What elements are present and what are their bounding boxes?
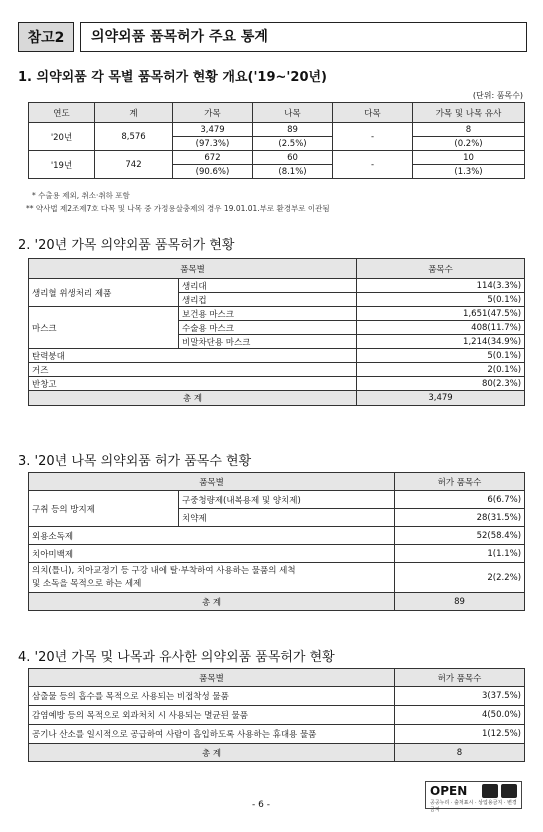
total-row: [29, 593, 525, 611]
value-cell: 10: [413, 151, 525, 165]
total-cell: 8,576: [95, 123, 173, 151]
attribution-icon: [482, 784, 498, 798]
item-value: 3(37.5%): [395, 687, 525, 706]
item-value: 28(31.5%): [395, 509, 525, 527]
total-label: 총 계: [29, 744, 395, 762]
appendix-badge: 참고2: [18, 22, 74, 52]
item-label: 거즈: [29, 363, 357, 377]
open-license-logo: [425, 781, 522, 813]
value-cell: -: [333, 123, 413, 151]
item-label: 치아미백제: [29, 545, 395, 563]
item-label: 수술용 마스크: [179, 321, 357, 335]
col-header: 품목별: [29, 669, 395, 687]
total-cell: 742: [95, 151, 173, 179]
total-row: [29, 391, 525, 406]
item-label: 생리대: [179, 279, 357, 293]
item-value: 2(0.1%): [357, 363, 525, 377]
group-label: 생리혈 위생처리 제품: [29, 279, 179, 307]
total-row: [29, 744, 525, 762]
item-value: 80(2.3%): [357, 377, 525, 391]
percent-cell: (1.3%): [413, 165, 525, 179]
item-label: 외용소독제: [29, 527, 395, 545]
item-value: 408(11.7%): [357, 321, 525, 335]
item-label: 감염예방 등의 목적으로 외과처치 시 사용되는 멸균된 물품: [29, 706, 395, 725]
item-label: 공기나 산소를 일시적으로 공급하여 사람이 흡입하도록 사용하는 휴대용 물품: [29, 725, 395, 744]
item-label: 보건용 마스크: [179, 307, 357, 321]
percent-cell: (2.5%): [253, 137, 333, 151]
item-label: 치약제: [179, 509, 395, 527]
similar-products-table: [28, 668, 525, 762]
total-label: 총 계: [29, 593, 395, 611]
item-value: 1(12.5%): [395, 725, 525, 744]
item-value: 5(0.1%): [357, 293, 525, 307]
item-label: 생리컵: [179, 293, 357, 307]
item-label: 구중청량제(내복용제 및 양치제): [179, 491, 395, 509]
table-row: [29, 527, 525, 545]
table-row: [29, 491, 525, 509]
section-2-heading: 2. '20년 가목 의약외품 품목허가 현황: [18, 238, 235, 253]
table-row: [29, 123, 525, 137]
category-na-table: [28, 472, 525, 611]
value-cell: 89: [253, 123, 333, 137]
unit-label: (단위: 품목수): [472, 91, 523, 100]
table-row: [29, 279, 525, 293]
item-value: 2(2.2%): [395, 563, 525, 593]
col-header: 연도: [29, 103, 95, 123]
page-title: 의약외품 품목허가 주요 통계: [80, 22, 527, 52]
item-label: 비말차단용 마스크: [179, 335, 357, 349]
table-row: [29, 545, 525, 563]
item-value: 114(3.3%): [357, 279, 525, 293]
col-header: 품목별: [29, 259, 357, 279]
table-header-row: [29, 103, 525, 123]
item-value: 1,651(47.5%): [357, 307, 525, 321]
item-value: 1(1.1%): [395, 545, 525, 563]
value-cell: 672: [173, 151, 253, 165]
table-row: [29, 706, 525, 725]
col-header: 품목수: [357, 259, 525, 279]
category-ga-table: [28, 258, 525, 406]
col-header: 다목: [333, 103, 413, 123]
col-header: 나목: [253, 103, 333, 123]
total-value: 8: [395, 744, 525, 762]
col-header: 가목 및 나목 유사: [413, 103, 525, 123]
value-cell: 60: [253, 151, 333, 165]
total-label: 총 계: [29, 391, 357, 406]
item-value: 5(0.1%): [357, 349, 525, 363]
item-label: [29, 563, 395, 593]
footnote: ** 약사법 제2조제7호 다목 및 나목 중 가정용살충제의 경우 19.01.01.부로 환경부로 이관됨: [26, 204, 330, 213]
year-cell: '19년: [29, 151, 95, 179]
value-cell: -: [333, 151, 413, 179]
logo-subtext: 공공누리 · 출처표시 · 상업용금지 · 변경금지: [430, 800, 517, 813]
item-value: 6(6.7%): [395, 491, 525, 509]
table-row: [29, 151, 525, 165]
table-row: [29, 725, 525, 744]
logo-text: OPEN: [430, 784, 468, 798]
item-label-line: 및 소독을 목적으로 하는 세제: [32, 578, 142, 589]
value-cell: 8: [413, 123, 525, 137]
percent-cell: (97.3%): [173, 137, 253, 151]
year-cell: '20년: [29, 123, 95, 151]
table-row: [29, 307, 525, 321]
table-row: [29, 563, 525, 593]
group-label: 구취 등의 방지제: [29, 491, 179, 527]
page-number: - 6 -: [252, 800, 270, 810]
item-value: 52(58.4%): [395, 527, 525, 545]
section-4-heading: 4. '20년 가목 및 나목과 유사한 의약외품 품목허가 현황: [18, 650, 335, 665]
col-header: 허가 품목수: [395, 473, 525, 491]
overview-table: [28, 102, 525, 179]
table-row: [29, 687, 525, 706]
table-row: [29, 363, 525, 377]
col-header: 허가 품목수: [395, 669, 525, 687]
col-header: 품목별: [29, 473, 395, 491]
footnote: * 수출용 제외, 취소·취하 포함: [32, 191, 130, 200]
percent-cell: (90.6%): [173, 165, 253, 179]
item-label: 반창고: [29, 377, 357, 391]
percent-cell: (8.1%): [253, 165, 333, 179]
item-label: 삼출물 등의 흡수를 목적으로 사용되는 비접착성 물품: [29, 687, 395, 706]
section-1-heading: 1. 의약외품 각 목별 품목허가 현황 개요('19~'20년): [18, 70, 327, 85]
group-label: 마스크: [29, 307, 179, 349]
item-label-line: 의치(틀니), 치아교정기 등 구강 내에 탈·부착하여 사용하는 물품의 세척: [32, 565, 296, 576]
total-value: 89: [395, 593, 525, 611]
no-derivatives-icon: [501, 784, 517, 798]
item-label: 탄력붕대: [29, 349, 357, 363]
value-cell: 3,479: [173, 123, 253, 137]
item-value: 1,214(34.9%): [357, 335, 525, 349]
table-row: [29, 377, 525, 391]
table-row: [29, 349, 525, 363]
total-value: 3,479: [357, 391, 525, 406]
section-3-heading: 3. '20년 나목 의약외품 허가 품목수 현황: [18, 454, 252, 469]
percent-cell: (0.2%): [413, 137, 525, 151]
col-header: 계: [95, 103, 173, 123]
item-value: 4(50.0%): [395, 706, 525, 725]
col-header: 가목: [173, 103, 253, 123]
